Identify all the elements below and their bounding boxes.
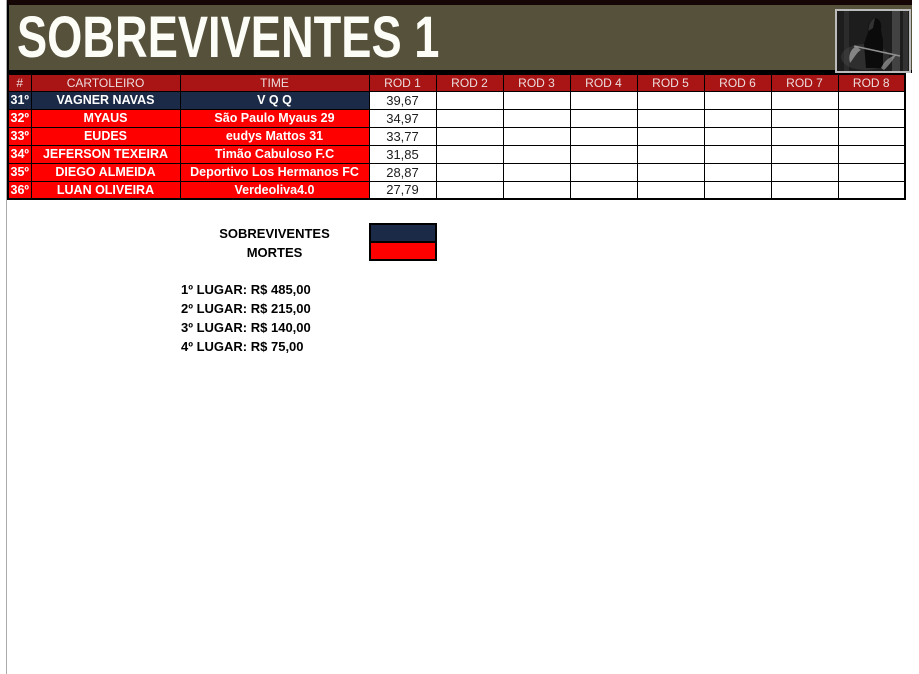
rod-cell[interactable] [637,145,704,163]
col-header-rank[interactable]: # [8,74,31,91]
deaths-color-box[interactable] [369,241,437,261]
rod-cell[interactable] [503,127,570,145]
col-header-rod4[interactable]: ROD 4 [570,74,637,91]
rod-cell[interactable] [771,145,838,163]
col-header-rod1[interactable]: ROD 1 [369,74,436,91]
rod-cell[interactable] [570,163,637,181]
rod-cell[interactable]: 28,87 [369,163,436,181]
table-header-row [8,74,905,91]
col-header-cartoleiro[interactable]: CARTOLEIRO [31,74,180,91]
rod-cell[interactable] [838,109,905,127]
prize-line-1: 1º LUGAR: R$ 485,00 [181,282,311,297]
rod-cell[interactable] [436,109,503,127]
rod-cell[interactable]: 34,97 [369,109,436,127]
rod-cell[interactable] [436,163,503,181]
rod-cell[interactable] [436,181,503,199]
cartoleiro-cell[interactable]: MYAUS [31,109,180,127]
survivors-color-box[interactable] [369,223,437,243]
time-cell[interactable]: eudys Mattos 31 [180,127,369,145]
rod-cell[interactable] [503,91,570,109]
col-header-rod6[interactable]: ROD 6 [704,74,771,91]
rod-cell[interactable]: 27,79 [369,181,436,199]
col-header-time[interactable]: TIME [180,74,369,91]
rod-cell[interactable] [637,91,704,109]
col-header-rod2[interactable]: ROD 2 [436,74,503,91]
rank-cell[interactable]: 34º [8,145,31,163]
rod-cell[interactable] [436,127,503,145]
standings-table [7,73,906,200]
rank-cell[interactable]: 32º [8,109,31,127]
grim-reaper-image [835,9,911,73]
rod-cell[interactable] [838,181,905,199]
rod-cell[interactable] [771,181,838,199]
rod-cell[interactable] [704,181,771,199]
rod-cell[interactable] [503,109,570,127]
table-row [8,91,905,109]
rank-cell[interactable]: 33º [8,127,31,145]
rod-cell[interactable] [637,109,704,127]
time-cell[interactable]: V Q Q [180,91,369,109]
col-header-rod7[interactable]: ROD 7 [771,74,838,91]
rod-cell[interactable] [436,91,503,109]
rod-cell[interactable] [771,163,838,181]
table-row [8,145,905,163]
rank-cell[interactable]: 35º [8,163,31,181]
col-header-rod8[interactable]: ROD 8 [838,74,905,91]
cartoleiro-cell[interactable]: VAGNER NAVAS [31,91,180,109]
rod-cell[interactable] [704,91,771,109]
legend-survivors-label: SOBREVIVENTES [219,226,330,241]
rod-cell[interactable] [838,127,905,145]
col-header-rod5[interactable]: ROD 5 [637,74,704,91]
table-row [8,127,905,145]
rod-cell[interactable] [570,145,637,163]
rank-cell[interactable]: 36º [8,181,31,199]
rod-cell[interactable] [436,145,503,163]
rod-cell[interactable] [838,163,905,181]
rod-cell[interactable] [838,91,905,109]
rod-cell[interactable] [771,91,838,109]
prize-list [181,280,311,356]
rod-cell[interactable] [771,109,838,127]
title-banner [7,0,912,73]
rod-cell[interactable]: 39,67 [369,91,436,109]
rod-cell[interactable] [704,127,771,145]
prize-line-2: 2º LUGAR: R$ 215,00 [181,301,311,316]
rod-cell[interactable] [503,181,570,199]
cartoleiro-cell[interactable]: EUDES [31,127,180,145]
rank-cell[interactable]: 31º [8,91,31,109]
rod-cell[interactable]: 31,85 [369,145,436,163]
time-cell[interactable]: Deportivo Los Hermanos FC [180,163,369,181]
col-header-rod3[interactable]: ROD 3 [503,74,570,91]
rod-cell[interactable] [771,127,838,145]
rod-cell[interactable] [570,109,637,127]
rod-cell[interactable] [637,163,704,181]
rod-cell[interactable] [503,145,570,163]
prize-line-3: 3º LUGAR: R$ 140,00 [181,320,311,335]
time-cell[interactable]: Verdeoliva4.0 [180,181,369,199]
grim-reaper-art [837,11,909,71]
table-row [8,163,905,181]
legend-deaths-label: MORTES [246,245,303,260]
cartoleiro-cell[interactable]: LUAN OLIVEIRA [31,181,180,199]
rod-cell[interactable] [838,145,905,163]
rod-cell[interactable] [704,163,771,181]
rod-cell[interactable] [503,163,570,181]
table-row [8,181,905,199]
table-row [8,109,905,127]
rod-cell[interactable] [570,91,637,109]
rod-cell[interactable] [704,145,771,163]
rod-cell[interactable] [570,127,637,145]
rod-cell[interactable] [637,127,704,145]
rod-cell[interactable] [637,181,704,199]
cartoleiro-cell[interactable]: DIEGO ALMEIDA [31,163,180,181]
rod-cell[interactable] [704,109,771,127]
cartoleiro-cell[interactable]: JEFERSON TEXEIRA [31,145,180,163]
time-cell[interactable]: São Paulo Myaus 29 [180,109,369,127]
rod-cell[interactable] [570,181,637,199]
time-cell[interactable]: Timão Cabuloso F.C [180,145,369,163]
prize-line-4: 4º LUGAR: R$ 75,00 [181,339,304,354]
rod-cell[interactable]: 33,77 [369,127,436,145]
page-title: SOBREVIVENTES 1 [17,5,440,70]
